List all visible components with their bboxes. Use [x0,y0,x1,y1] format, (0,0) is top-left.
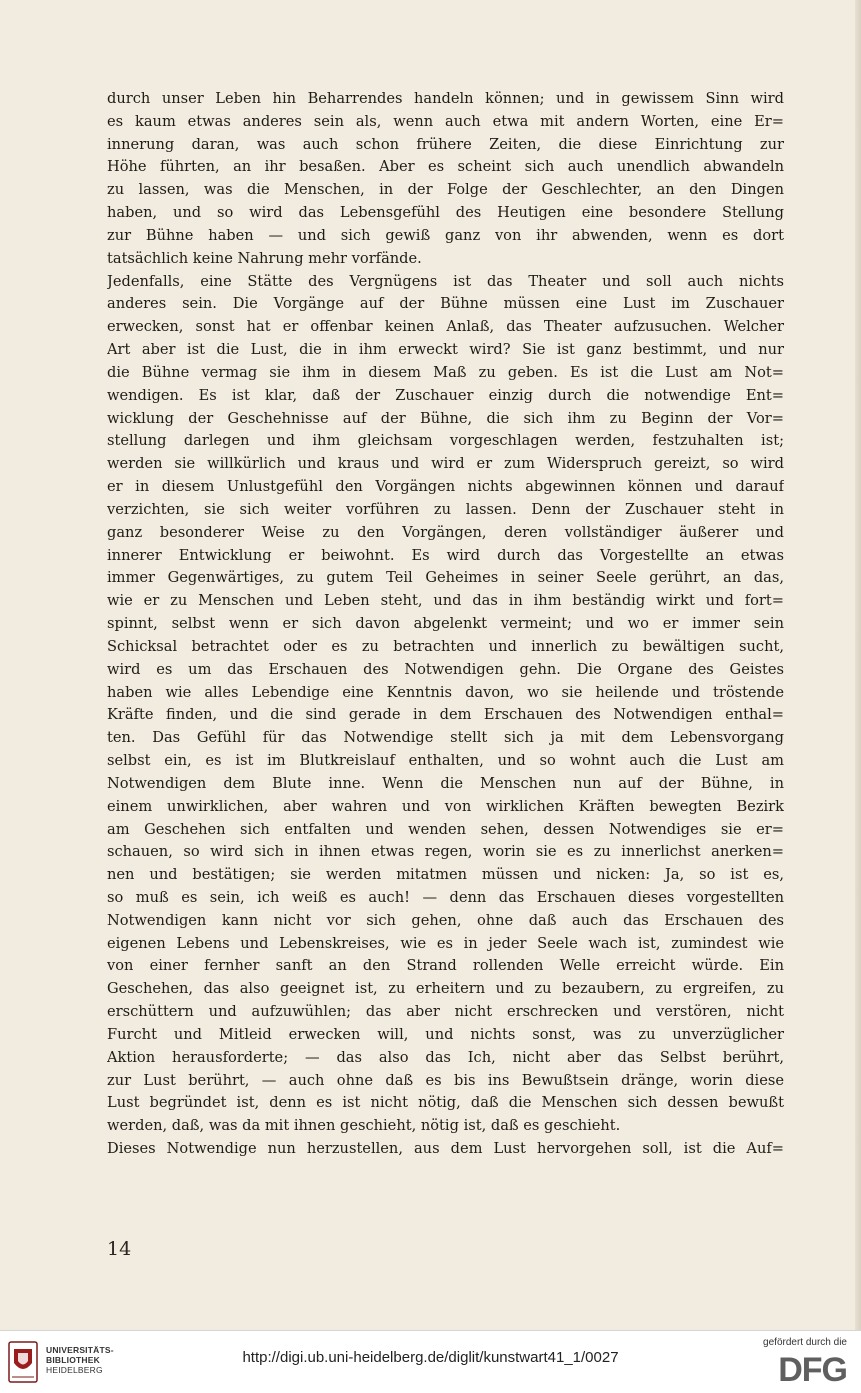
text-line: nen und bestätigen; sie werden mitatmen müssen und nicken: Ja, so ist es, [107,866,784,884]
text-line: Jedenfalls, eine Stätte des Vergnügens ist das Theater und soll auch nichts [107,272,784,290]
text-line: ten. Das Gefühl für das Notwendige stellt sich ja mit dem Lebensvorgang [107,729,784,747]
text-line: wie er zu Menschen und Leben steht, und das in ihm beständig wirkt und fort= [107,592,784,610]
text-line: wendigen. Es ist klar, daß der Zuschauer einzig durch die notwendige Ent= [107,386,784,404]
text-line: die Bühne vermag sie ihm in diesem Maß zu geben. Es ist die Lust am Not= [107,363,784,381]
text-line: haben, und so wird das Lebensgefühl des Heutigen eine besondere Stellung [107,204,784,222]
text-line: Höhe führten, an ihr besaßen. Aber es scheint sich auch unendlich abwandeln [107,158,784,176]
text-line: Art aber ist die Lust, die in ihm erweckt wird? Sie ist ganz bestimmt, und nur [107,341,784,359]
text-line: durch unser Leben hin Beharrendes handeln können; und in gewissem Sinn wird [107,90,784,107]
text-line: schauen, so wird sich in ihnen etwas regen, worin sie es zu innerlichst anerken= [107,843,784,861]
text-line: Schicksal betrachtet oder es zu betrachten und innerlich zu bewältigen sucht, [107,637,784,655]
text-line: Lust begründet ist, denn es ist nicht nötig, daß die Menschen sich dessen bewußt [107,1094,784,1112]
text-line: verzichten, sie sich weiter vorführen zu lassen. Denn der Zuschauer steht in [107,500,784,518]
text-line: werden, daß, was da mit ihnen geschieht, nötig ist, daß es geschieht. [107,1117,621,1135]
text-line: Kräfte finden, und die sind gerade in dem Erschauen des Notwendigen enthal= [107,706,784,724]
text-line: einem unwirklichen, aber wahren und von wirklichen Kräften bewegten Bezirk [107,797,784,815]
text-line: anderes sein. Die Vorgänge auf der Bühne müssen eine Lust im Zuschauer [107,295,784,313]
university-library-name: UNIVERSITÄTS- BIBLIOTHEK HEIDELBERG [46,1345,114,1375]
funding-credit: gefördert durch die [763,1337,847,1348]
text-line: Notwendigen kann nicht vor sich gehen, ohne daß auch das Erschauen des [107,911,784,929]
text-line: so muß es sein, ich weiß es auch! — denn das Erschauen dieses vorgestellten [107,888,784,906]
text-line: erwecken, sonst hat er offenbar keinen Anlaß, das Theater aufzusuchen. Welcher [107,318,784,336]
text-line: wird es um das Erschauen des Notwendigen gehn. Die Organe des Geistes [107,660,784,678]
page-number: 14 [107,1238,132,1260]
text-line: es kaum etwas anderes sein als, wenn auch etwa mit andern Worten, eine Er= [107,112,784,130]
text-line: er in diesem Unlustgefühl den Vorgängen nichts abgewinnen können und darauf [107,478,784,496]
viewer-footer [0,1330,861,1393]
text-line: am Geschehen sich entfalten und wenden sehen, dessen Notwendiges sie er= [107,820,784,838]
text-line: haben wie alles Lebendige eine Kenntnis davon, wo sie heilende und tröstende [107,683,784,701]
text-line: stellung darlegen und ihm gleichsam vorgeschlagen werden, festzuhalten ist; [107,432,784,450]
body-text [107,88,784,1161]
text-line: tatsächlich keine Nahrung mehr vorfände. [107,249,422,267]
permalink-url[interactable]: http://digi.ub.uni-heidelberg.de/diglit/kunstwart41_1/0027 [242,1349,619,1366]
text-line: immer Gegenwärtiges, zu gutem Teil Geheimes in seiner Seele gerührt, an das, [107,569,784,587]
text-line: innerer Entwicklung er beiwohnt. Es wird durch das Vorgestellte an etwas [107,546,784,564]
text-line: werden sie willkürlich und kraus und wird er zum Widerspruch gereizt, so wird [107,455,784,473]
text-line: erschüttern und aufzuwühlen; das aber nicht erschrecken und verstören, nicht [107,1003,784,1021]
text-line: Furcht und Mitleid erwecken will, und nichts sonst, was zu unverzüglicher [107,1025,784,1043]
text-line: Notwendigen dem Blute inne. Wenn die Menschen nun auf der Bühne, in [107,774,784,792]
text-line: von einer fernher sanft an den Strand rollenden Welle erreicht würde. Ein [107,957,784,975]
text-line: spinnt, selbst wenn er sich davon abgelenkt vermeint; und wo er immer sein [107,615,784,633]
text-line: Dieses Notwendige nun herzustellen, aus dem Lust hervorgehen soll, ist die Auf= [107,1140,784,1158]
text-line: innerung daran, was auch schon frühere Zeiten, die diese Einrichtung zur [107,135,784,153]
text-line: eigenen Lebens und Lebenskreises, wie es in jeder Seele wach ist, zumindest wie [107,934,784,952]
text-line: zu lassen, was die Menschen, in der Folge der Geschlechter, an den Dingen [107,181,784,199]
text-line: wicklung der Geschehnisse auf der Bühne, die sich ihm zu Beginn der Vor= [107,409,784,427]
text-line: zur Bühne haben — und sich gewiß ganz von ihr abwenden, wenn es dort [107,226,784,244]
text-line: Geschehen, das also geeignet ist, zu erheitern und zu bezaubern, zu ergreifen, zu [107,980,784,998]
text-line: Aktion herausforderte; — das also das Ich, nicht aber das Selbst berührt, [107,1048,784,1066]
text-line: ganz besonderer Weise zu den Vorgängen, deren vollständiger äußerer und [107,523,784,541]
text-line: selbst ein, es ist im Blutkreislauf enthalten, und so wohnt auch die Lust am [107,752,784,770]
text-line: zur Lust berührt, — auch ohne daß es bis ins Bewußtsein dränge, worin diese [107,1071,784,1089]
dfg-logo: DFG [778,1351,847,1389]
